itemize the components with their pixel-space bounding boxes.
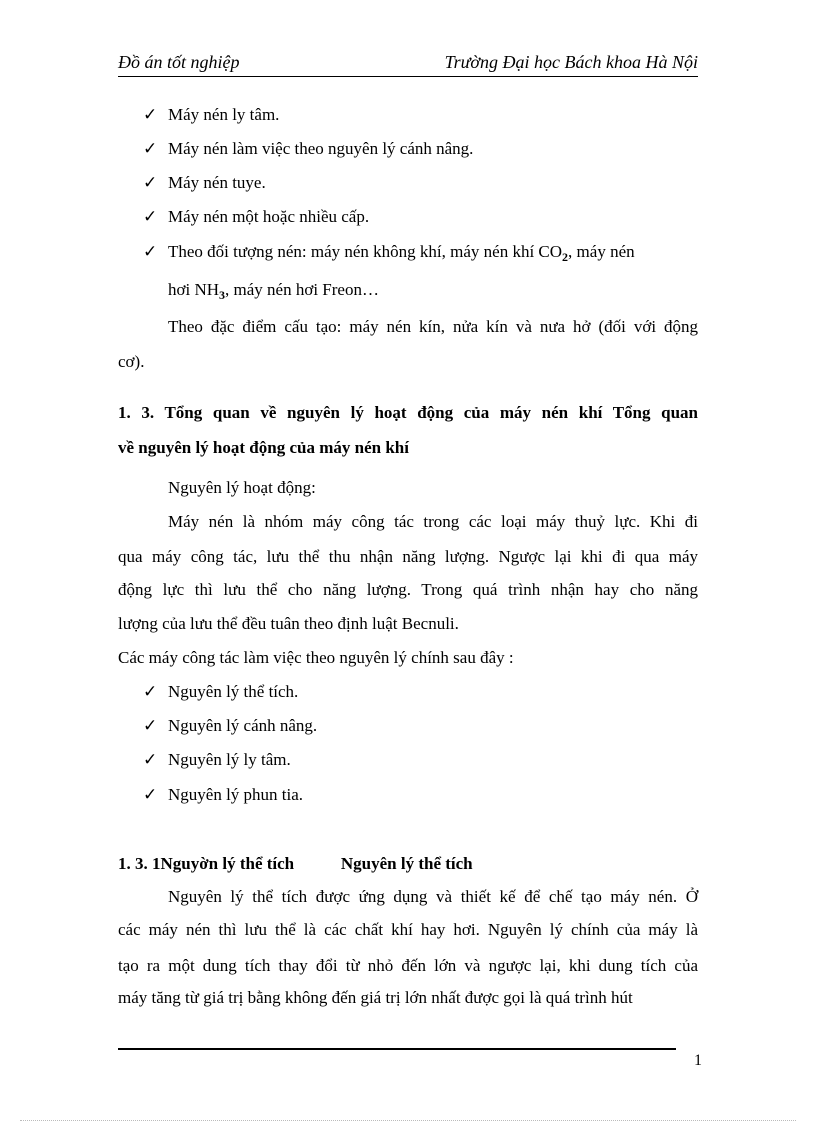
- principle-label: Nguyên lý hoạt động:: [168, 478, 316, 497]
- list-item: [143, 240, 698, 269]
- paragraph-line: động lực thì lưu thể cho năng lượng. Trong quá trình nhận hay cho năng: [118, 580, 698, 599]
- list-item: [143, 103, 279, 127]
- subsection-heading: 1. 3. 1Nguyờn lý thể tích Nguyên lý thể tích: [118, 854, 473, 873]
- list-item: [143, 205, 369, 229]
- checkmark-icon: ✓: [143, 207, 158, 226]
- paragraph-line: máy tăng từ giá trị bằng không đến giá trị lớn nhất được gọi là quá trình hút: [118, 988, 633, 1007]
- header-left-title: Đồ án tốt nghiệp: [118, 52, 240, 72]
- list-item: [143, 680, 298, 704]
- list-item-text: Nguyên lý thể tích.: [168, 682, 299, 701]
- list-item-text: Máy nén một hoặc nhiều cấp.: [168, 207, 370, 226]
- list-item-text: Máy nén ly tâm.: [168, 105, 280, 124]
- list-item-text: Theo đối tượng nén: máy nén không khí, máy nén khí $CO_2$, máy nén: [168, 242, 635, 264]
- checkmark-icon: ✓: [143, 682, 158, 701]
- page-header: [118, 50, 698, 77]
- list-item-text: Nguyên lý cánh nâng.: [168, 716, 318, 735]
- paragraph-line: qua máy công tác, lưu thể thu nhận năng lượng. Ngược lại khi đi qua máy: [118, 547, 698, 566]
- paragraph-line: cơ).: [118, 352, 145, 371]
- list-item: [143, 748, 291, 772]
- list-item: [143, 783, 303, 807]
- section-heading-continuation: về nguyên lý hoạt động của máy nén khí: [118, 438, 409, 457]
- header-right-title: Trường Đại học Bách khoa Hà Nội: [444, 52, 698, 72]
- paragraph-line: Theo đặc điểm cấu tạo: máy nén kín, nửa kín và nưa hở (đối với động: [168, 317, 698, 336]
- section-heading: 1. 3. Tổng quan về nguyên lý hoạt động của máy nén khí Tổng quan: [118, 403, 698, 422]
- checkmark-icon: ✓: [143, 785, 158, 804]
- list-item: [143, 714, 317, 738]
- checkmark-icon: ✓: [143, 173, 158, 192]
- paragraph-line: lượng của lưu thể đều tuân theo định luật Becnuli.: [118, 614, 459, 633]
- intro-line: Các máy công tác làm việc theo nguyên lý chính sau đây :: [118, 648, 514, 667]
- footer-rule: [118, 1048, 676, 1050]
- list-item: [143, 137, 473, 161]
- checkmark-icon: ✓: [143, 750, 158, 769]
- page-bottom-divider: [20, 1120, 796, 1121]
- checkmark-icon: ✓: [143, 716, 158, 735]
- paragraph-line: Máy nén là nhóm máy công tác trong các loại máy thuỷ lực. Khi đi: [168, 512, 698, 531]
- list-item-continuation: hơi $NH_3$, máy nén hơi Freon…: [168, 280, 379, 302]
- checkmark-icon: ✓: [143, 105, 158, 124]
- list-item-text: Nguyên lý ly tâm.: [168, 750, 291, 769]
- list-item-text: Máy nén tuye.: [168, 173, 266, 192]
- list-item-text: Máy nén làm việc theo nguyên lý cánh nâng.: [168, 139, 474, 158]
- list-item: [143, 171, 266, 195]
- list-item-text: Nguyên lý phun tia.: [168, 785, 304, 804]
- paragraph-line: tạo ra một dung tích thay đổi từ nhỏ đến lớn và ngược lại, khi dung tích của: [118, 956, 698, 975]
- checkmark-icon: ✓: [143, 139, 158, 158]
- page-number: 1: [694, 1052, 702, 1069]
- checkmark-icon: ✓: [143, 242, 158, 261]
- paragraph-line: các máy nén thì lưu thể là các chất khí hay hơi. Nguyên lý chính của máy là: [118, 920, 698, 939]
- paragraph-line: Nguyên lý thể tích được ứng dụng và thiết kế để chế tạo máy nén. Ở: [168, 887, 698, 906]
